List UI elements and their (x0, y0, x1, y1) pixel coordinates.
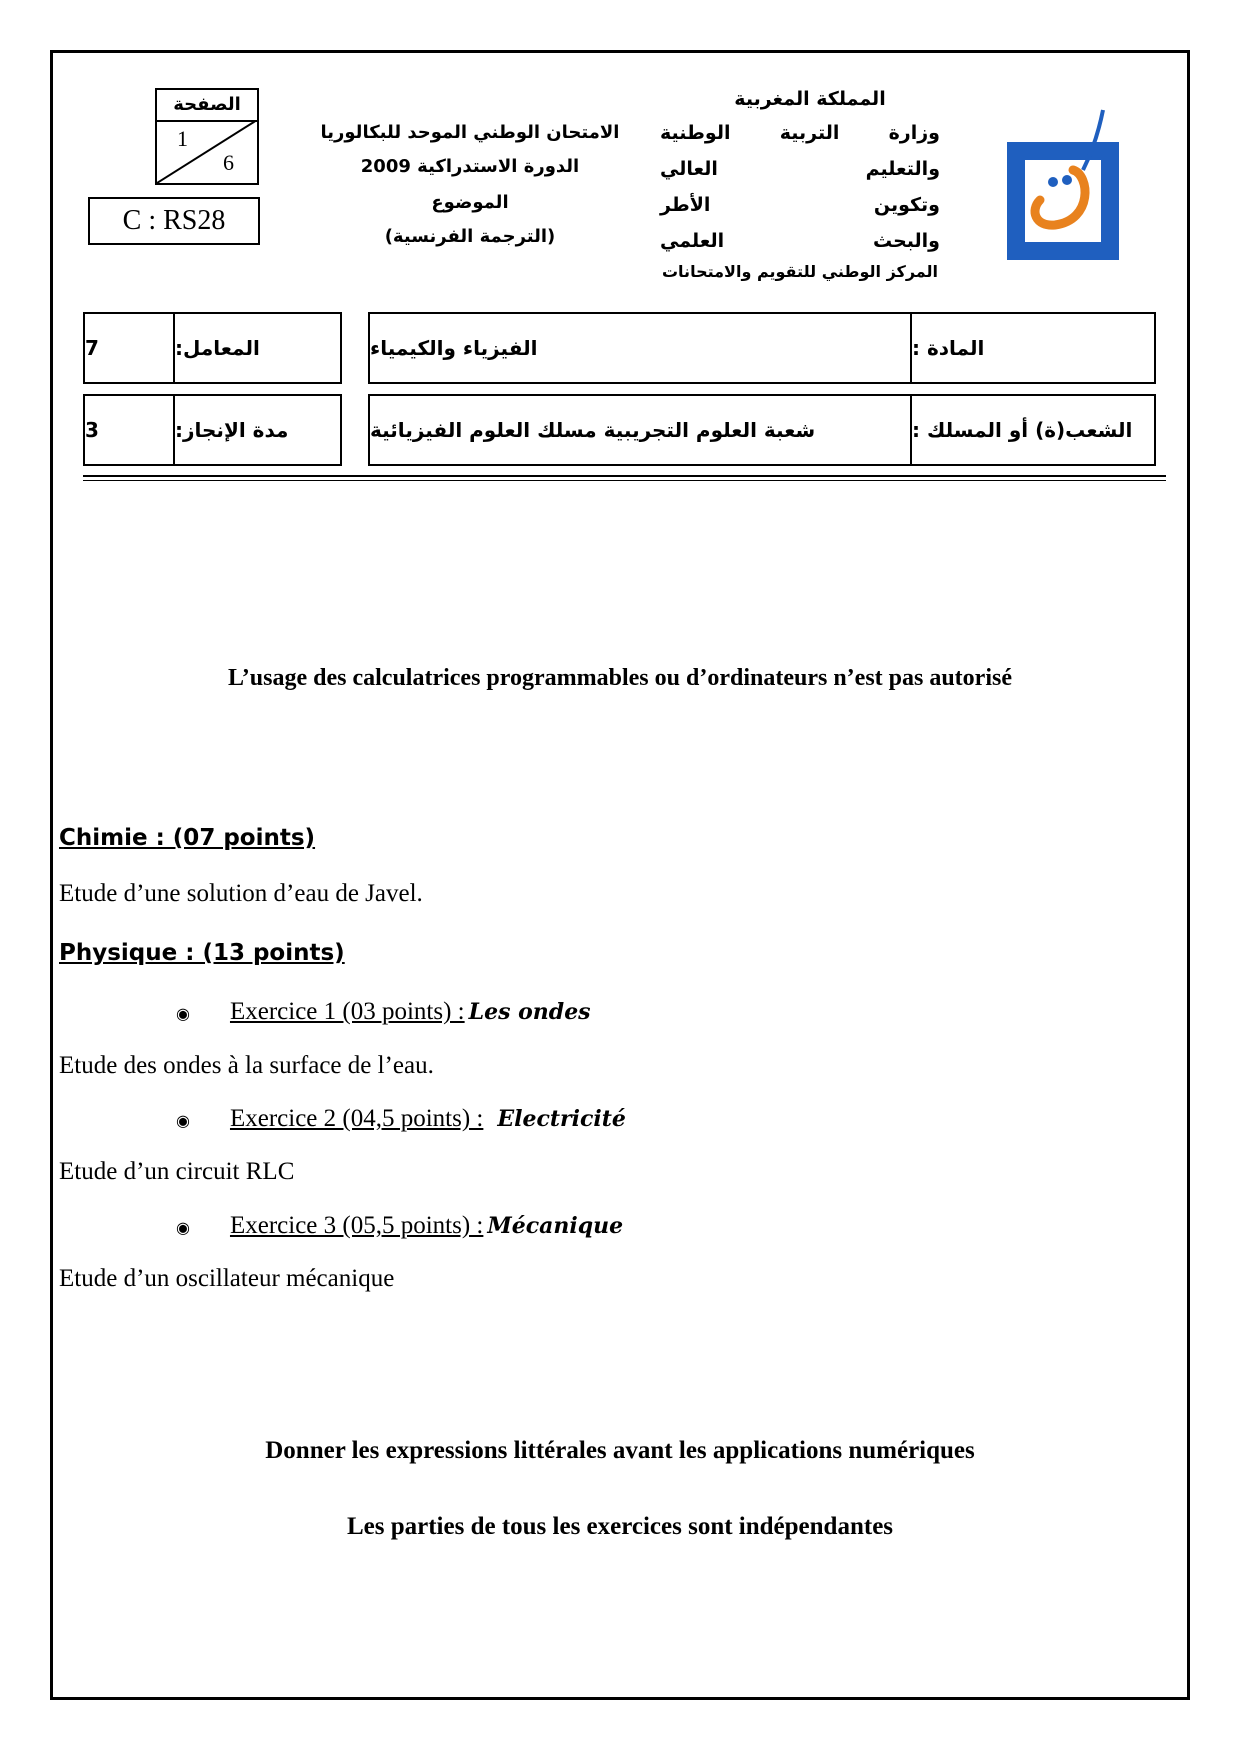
exercise-3-label: Exercice 3 (05,5 points) : (229, 1212, 484, 1239)
ministry-line: والتعليم العالي (660, 158, 940, 180)
exercise-1 (176, 998, 591, 1026)
ministry-line: والبحث العلمي (660, 230, 940, 252)
exercise-2-topic: Electricité (497, 1106, 626, 1132)
duration-key-cell (173, 394, 342, 466)
chimie-description: Etude d’une solution d’eau de Javel. (59, 880, 423, 907)
exercise-3 (176, 1212, 623, 1240)
coef-key: المعامل: (175, 336, 260, 360)
kingdom-label: المملكة المغربية (734, 88, 886, 110)
exercise-2-description: Etude d’un circuit RLC (59, 1158, 295, 1185)
header-divider (83, 475, 1166, 477)
branch-value-cell (368, 394, 912, 466)
page-number-box (155, 88, 259, 185)
branch-key: الشعب(ة) أو المسلك : (912, 418, 1133, 442)
instruction-independent: Les parties de tous les exercices sont indépendantes (346, 1513, 894, 1540)
exam-title: الامتحان الوطني الموحد للبكالوريا (320, 122, 620, 143)
page-total: 6 (223, 150, 234, 175)
exercise-3-description: Etude d’un oscillateur mécanique (59, 1265, 395, 1292)
branch-value: شعبة العلوم التجريبية مسلك العلوم الفيزيائية (370, 418, 816, 442)
session-label: الدورة الاستدراكية 2009 (360, 156, 580, 177)
bullet-icon: ◉ (176, 1113, 190, 1130)
duration-value: 3 (85, 418, 99, 442)
duration-key: مدة الإنجاز: (175, 418, 289, 442)
instruction-expressions: Donner les expressions littérales avant les applications numériques (265, 1437, 975, 1464)
bullet-icon: ◉ (176, 1006, 190, 1023)
exercise-2 (176, 1105, 626, 1133)
ministry-line: وتكوين الأطر (660, 194, 940, 216)
exam-code: C : RS28 (88, 197, 260, 245)
subject-value-cell (368, 312, 912, 384)
exercise-1-description: Etude des ondes à la surface de l’eau. (59, 1052, 434, 1079)
bullet-icon: ◉ (176, 1220, 190, 1237)
translation-label: (الترجمة الفرنسية) (384, 226, 556, 247)
page-label: الصفحة (157, 90, 257, 122)
page-current: 1 (177, 126, 188, 151)
exercise-2-label: Exercice 2 (04,5 points) : (229, 1105, 484, 1132)
page-divider-icon (157, 120, 257, 183)
exercise-1-topic: Les ondes (468, 999, 591, 1025)
subject-key: المادة : (912, 336, 985, 360)
branch-key-cell (910, 394, 1156, 466)
exercise-3-topic: Mécanique (487, 1213, 624, 1239)
subject-heading: الموضوع (431, 192, 509, 213)
coef-value: 7 (85, 336, 99, 360)
duration-value-cell (83, 394, 175, 466)
exercise-1-label: Exercice 1 (03 points) : (229, 998, 465, 1025)
calculator-notice: L’usage des calculatrices programmables ou d’ordinateurs n’est pas autorisé (228, 665, 1012, 691)
coef-value-cell (83, 312, 175, 384)
coef-key-cell (173, 312, 342, 384)
physique-title: Physique : (13 points) (59, 940, 345, 966)
subject-key-cell (910, 312, 1156, 384)
national-center-label: المركز الوطني للتقويم والامتحانات (661, 262, 939, 281)
chimie-title: Chimie : (07 points) (59, 825, 316, 851)
logo-icon (995, 100, 1135, 270)
subject-value: الفيزياء والكيمياء (370, 336, 538, 360)
header-divider (83, 480, 1166, 481)
ministry-line: وزارة التربية الوطنية (660, 122, 940, 144)
